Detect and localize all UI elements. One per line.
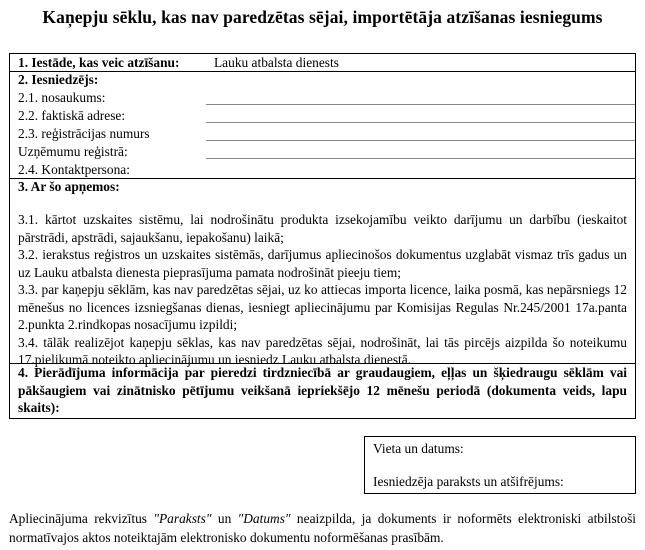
section-3-commitments bbox=[10, 178, 635, 367]
institution-value: Lauku atbalsta dienests bbox=[214, 55, 339, 70]
commitment-item: 3.4. tālāk realizējot kaņepju sēklas, kas nav paredzētas sējai, nodrošināt, lai tās pircējs aizpilda šo noteikumu 17.pielikumā noteikto apliecinājumu un iesniedz Lauku atbalsta dienestā. bbox=[18, 334, 627, 367]
place-date-label: Vieta un datums: bbox=[373, 441, 464, 456]
commitments-list bbox=[18, 211, 627, 369]
address-label: 2.2. faktiskā adrese: bbox=[18, 108, 126, 123]
name-input-line[interactable] bbox=[206, 104, 635, 105]
footnote-part1: Apliecinājuma rekvizītus bbox=[9, 511, 154, 526]
section-1-row bbox=[10, 54, 635, 72]
commitment-item: 3.1. kārtot uzskaites sistēmu, lai nodrošinātu produkta izsekojamību veikto darījumu un darbību (ieskaitot pārstrādi, apstrādi, sajaukšanu, iepakošanu) laikā; bbox=[18, 212, 627, 245]
signature-box bbox=[364, 436, 636, 494]
footnote-signature-term: "Paraksts" bbox=[153, 511, 212, 526]
footnote-part3: neaizpilda, ja dokuments ir noformēts elektroniski atbilstoši normatīvajos aktos noteiktajām elektronisko dokumentu noformēšanas prasībām. bbox=[9, 511, 636, 545]
footnote bbox=[9, 509, 636, 547]
evidence-text: 4. Pierādījuma informācija par pieredzi tirdzniecībā ar graudaugiem, eļļas un šķiedraugu sēklām vai pākšaugiem vai zinātnisko pētījumu veikšanā iepriekšējo 12 mēnešu periodā (dokumenta veids, lapu skaits): bbox=[18, 365, 627, 415]
section-4-evidence bbox=[10, 363, 635, 420]
registry-input-line[interactable] bbox=[206, 158, 635, 159]
commitment-item: 3.3. par kaņepju sēklām, kas nav paredzētas sējai, uz ko attiecas importa licence, laika posmā, kas nepārsniegs 12 mēnešus no licences izsniegšanas dienas, iesniegt apliecinājumu par Komisijas Regulas Nr.245/2001 17a.panta 2.punkta 2.rindkopas nosacījumu izpildi; bbox=[18, 282, 627, 332]
footnote-part2: un bbox=[211, 511, 238, 526]
commitments-heading: 3. Ar šo apņemos: bbox=[18, 179, 120, 194]
commitment-item: 3.2. ierakstus reģistros un uzskaites sistēmās, darījumus apliecinošos dokumentus uzglabāt vismaz trīs gadus un uz Lauku atbalsta dienesta pieprasījuma pamata nodrošināt pieeju tiem; bbox=[18, 247, 627, 280]
registration-input-line[interactable] bbox=[206, 140, 635, 141]
document-title: Kaņepju sēklu, kas nav paredzētas sējai, importētāja atzīšanas iesniegums bbox=[42, 7, 603, 27]
section-2-applicant bbox=[10, 71, 635, 179]
footnote-date-term: "Datums" bbox=[237, 511, 291, 526]
registry-label: Uzņēmumu reģistrā: bbox=[18, 144, 128, 159]
applicant-heading: 2. Iesniedzējs: bbox=[18, 72, 99, 87]
application-form-table bbox=[9, 53, 636, 419]
name-label: 2.1. nosaukums: bbox=[18, 90, 106, 105]
signature-label: Iesniedzēja paraksts un atšifrējums: bbox=[373, 474, 564, 489]
registration-label: 2.3. reģistrācijas numurs bbox=[18, 126, 150, 141]
address-input-line[interactable] bbox=[206, 122, 635, 123]
contact-label: 2.4. Kontaktpersona: bbox=[18, 162, 130, 177]
institution-label: 1. Iestāde, kas veic atzīšanu: bbox=[18, 55, 180, 70]
